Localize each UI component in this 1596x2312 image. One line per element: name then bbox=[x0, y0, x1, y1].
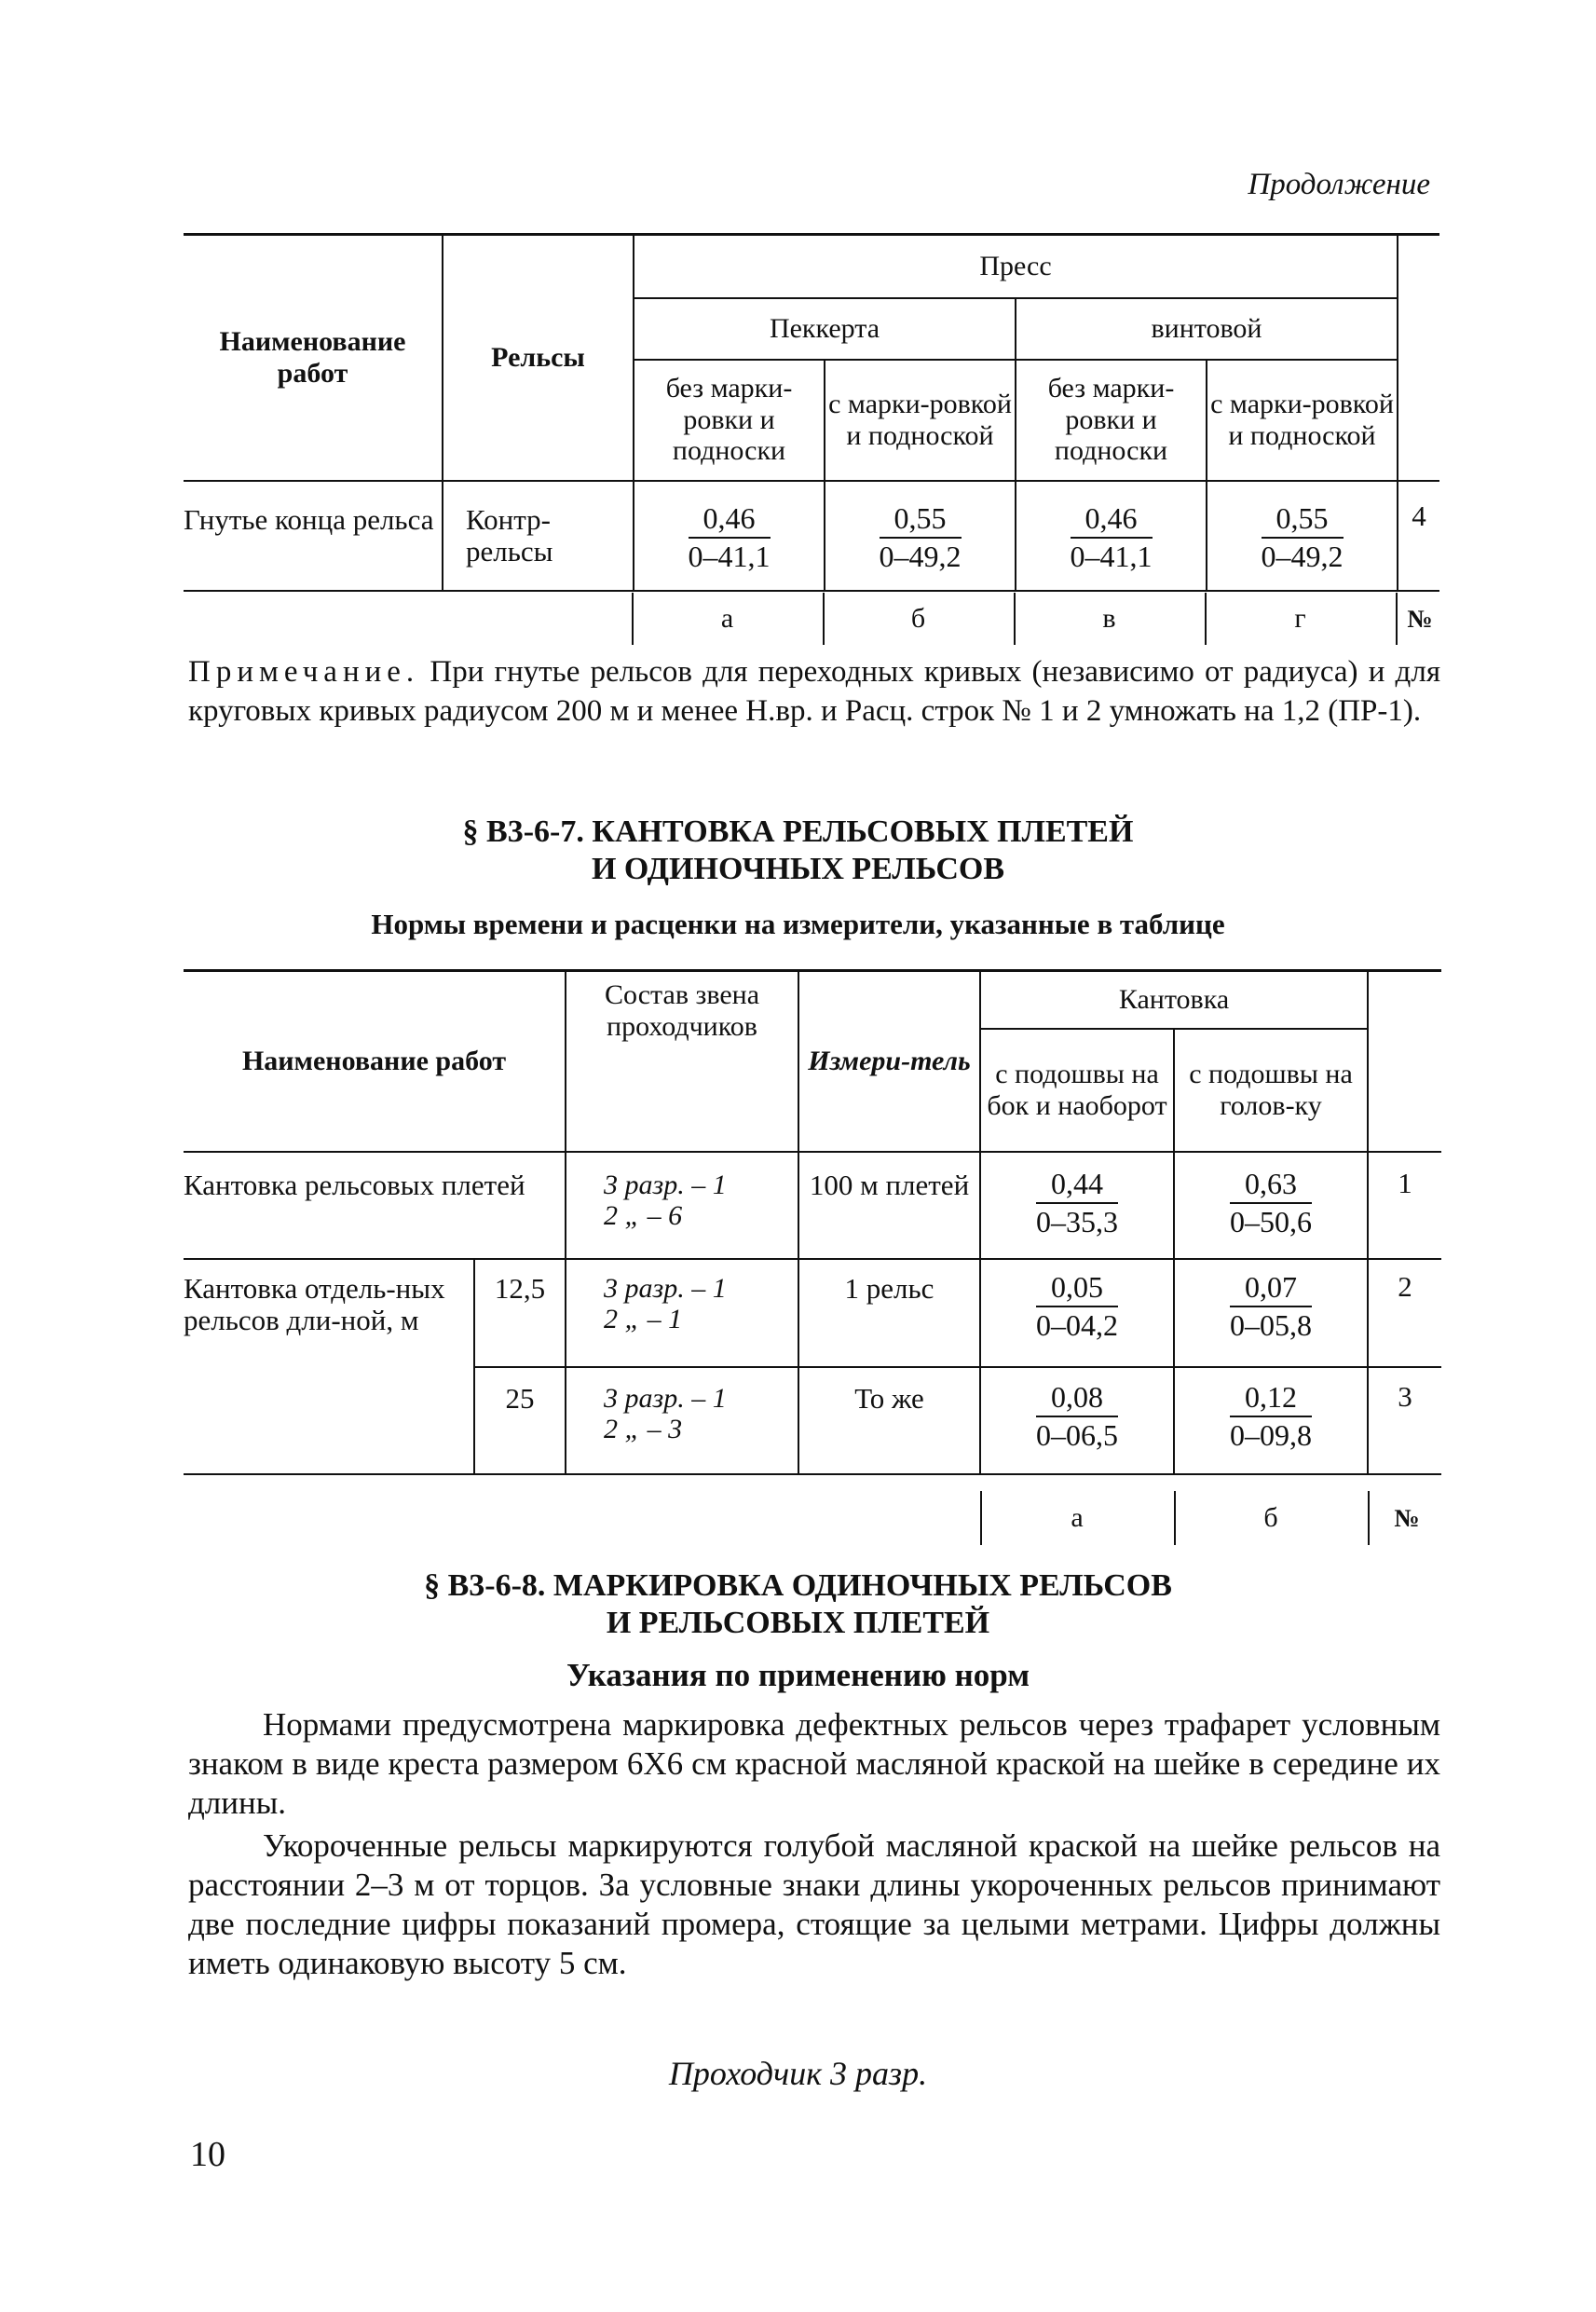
table2-column-letters bbox=[980, 1491, 1446, 1545]
subheader-3: без марки-ровки и подноски bbox=[1016, 360, 1207, 481]
row-work: Гнутье конца рельса bbox=[184, 502, 434, 536]
row-length: 12,5 bbox=[474, 1259, 566, 1367]
row-number: 2 bbox=[1398, 1269, 1412, 1303]
header-work: Наименование работ bbox=[184, 235, 443, 481]
row-rails: Контр-рельсы bbox=[443, 481, 634, 591]
col-letter: г bbox=[1294, 603, 1306, 634]
note-text: При гнутье рельсов для переходных кривых (независимо от радиуса) и для круговых кривых радиусом 200 м и менее Н.вр. и Расц. строк № 1 и 2 умножать на 1,2 (ПР-1). bbox=[188, 655, 1440, 728]
header-crew: Состав звена проходчиков bbox=[566, 971, 798, 1152]
table1-column-letters bbox=[632, 593, 1442, 645]
note-label: Примечание. bbox=[188, 655, 420, 689]
col-letter: а bbox=[720, 603, 734, 634]
value-cell: $\frac{0,05}{0-04,2}$ bbox=[1036, 1269, 1118, 1343]
row-number: 4 bbox=[1412, 499, 1426, 532]
worker-grade: Проходчик 3 разр. bbox=[668, 2055, 928, 2092]
header-press: Пресс bbox=[634, 235, 1398, 298]
row-crew: 3 разр. – 1 2 „ – 3 bbox=[566, 1367, 798, 1474]
value-cell: $\frac{0,46}{0-41,1}$ bbox=[688, 500, 771, 574]
continuation-label: Продолжение bbox=[1248, 168, 1430, 201]
value-cell: $\frac{0,07}{0-05,8}$ bbox=[1230, 1269, 1312, 1343]
col-letter: а bbox=[1071, 1502, 1084, 1533]
section8-title-line2: И РЕЛЬСОВЫХ ПЛЕТЕЙ bbox=[606, 1606, 990, 1640]
value-cell: $\frac{0,55}{0-49,2}$ bbox=[1261, 500, 1344, 574]
header-unit: Измери-тель bbox=[798, 971, 980, 1152]
subheader-2: с подошвы на голов-ку bbox=[1174, 1029, 1368, 1152]
col-letter: б bbox=[910, 603, 926, 634]
subheader-1: с подошвы на бок и наоборот bbox=[980, 1029, 1174, 1152]
row-unit: 1 рельс bbox=[798, 1259, 980, 1367]
section7-title-line1: § В3-6-7. КАНТОВКА РЕЛЬСОВЫХ ПЛЕТЕЙ bbox=[462, 814, 1134, 849]
paragraph-1: Нормами предусмотрена маркировка дефектных рельсов через трафарет условным знаком в виде креста размером 6Х6 см красной масляной краской на шейке в середине их длины. bbox=[188, 1706, 1440, 1821]
value-cell: $\frac{0,63}{0-50,6}$ bbox=[1230, 1166, 1312, 1239]
subheader-2: с марки-ровкой и подноской bbox=[825, 360, 1016, 481]
row-number: 3 bbox=[1398, 1379, 1412, 1413]
note bbox=[188, 652, 1440, 731]
row-unit: 100 м плетей bbox=[798, 1152, 980, 1259]
page-number: 10 bbox=[190, 2135, 225, 2174]
header-work: Наименование работ bbox=[184, 971, 566, 1152]
header-rails: Рельсы bbox=[443, 235, 634, 481]
row-length: 25 bbox=[474, 1367, 566, 1474]
table-press-bending bbox=[184, 233, 1439, 592]
row-crew: 3 разр. – 1 2 „ – 6 bbox=[566, 1152, 798, 1259]
subheader-4: с марки-ровкой и подноской bbox=[1207, 360, 1398, 481]
row-crew: 3 разр. – 1 2 „ – 1 bbox=[566, 1259, 798, 1367]
col-letter: б bbox=[1263, 1502, 1278, 1533]
value-cell: $\frac{0,44}{0-35,3}$ bbox=[1036, 1166, 1118, 1239]
value-cell: $\frac{0,55}{0-49,2}$ bbox=[879, 500, 962, 574]
table-turning-rails bbox=[184, 969, 1441, 1475]
header-turning: Кантовка bbox=[980, 971, 1368, 1029]
header-screw: винтовой bbox=[1016, 298, 1398, 360]
col-letter: в bbox=[1102, 603, 1116, 634]
section7-title-line2: И ОДИНОЧНЫХ РЕЛЬСОВ bbox=[591, 852, 1005, 886]
row-work: Кантовка отдель-ных рельсов дли-ной, м bbox=[184, 1259, 474, 1474]
section8-title-line1: § В3-6-8. МАРКИРОВКА ОДИНОЧНЫХ РЕЛЬСОВ bbox=[424, 1568, 1172, 1603]
header-peckert: Пеккерта bbox=[634, 298, 1016, 360]
value-cell: $\frac{0,08}{0-06,5}$ bbox=[1036, 1379, 1118, 1453]
row-work: Кантовка рельсовых плетей bbox=[184, 1152, 566, 1259]
row-unit: То же bbox=[798, 1367, 980, 1474]
value-cell: $\frac{0,12}{0-09,8}$ bbox=[1230, 1379, 1312, 1453]
subheader-1: без марки-ровки и подноски bbox=[634, 360, 825, 481]
section8-subtitle: Указания по применению норм bbox=[566, 1657, 1030, 1693]
paragraph-2: Укороченные рельсы маркируются голубой масляной краской на шейке рельсов на расстоянии 2–3 м от торцов. За условные знаки длины укороченных рельсов принимают две последние цифры показаний промера, стоящие за целыми метрами. Цифры должны иметь одинаковую высоту 5 см. bbox=[188, 1827, 1440, 1981]
row-number: 1 bbox=[1398, 1166, 1412, 1199]
section7-subtitle: Нормы времени и расценки на измерители, указанные в таблице bbox=[371, 908, 1225, 940]
value-cell: $\frac{0,46}{0-41,1}$ bbox=[1070, 500, 1153, 574]
number-label: № bbox=[1394, 1503, 1420, 1532]
number-label: № bbox=[1407, 604, 1433, 633]
